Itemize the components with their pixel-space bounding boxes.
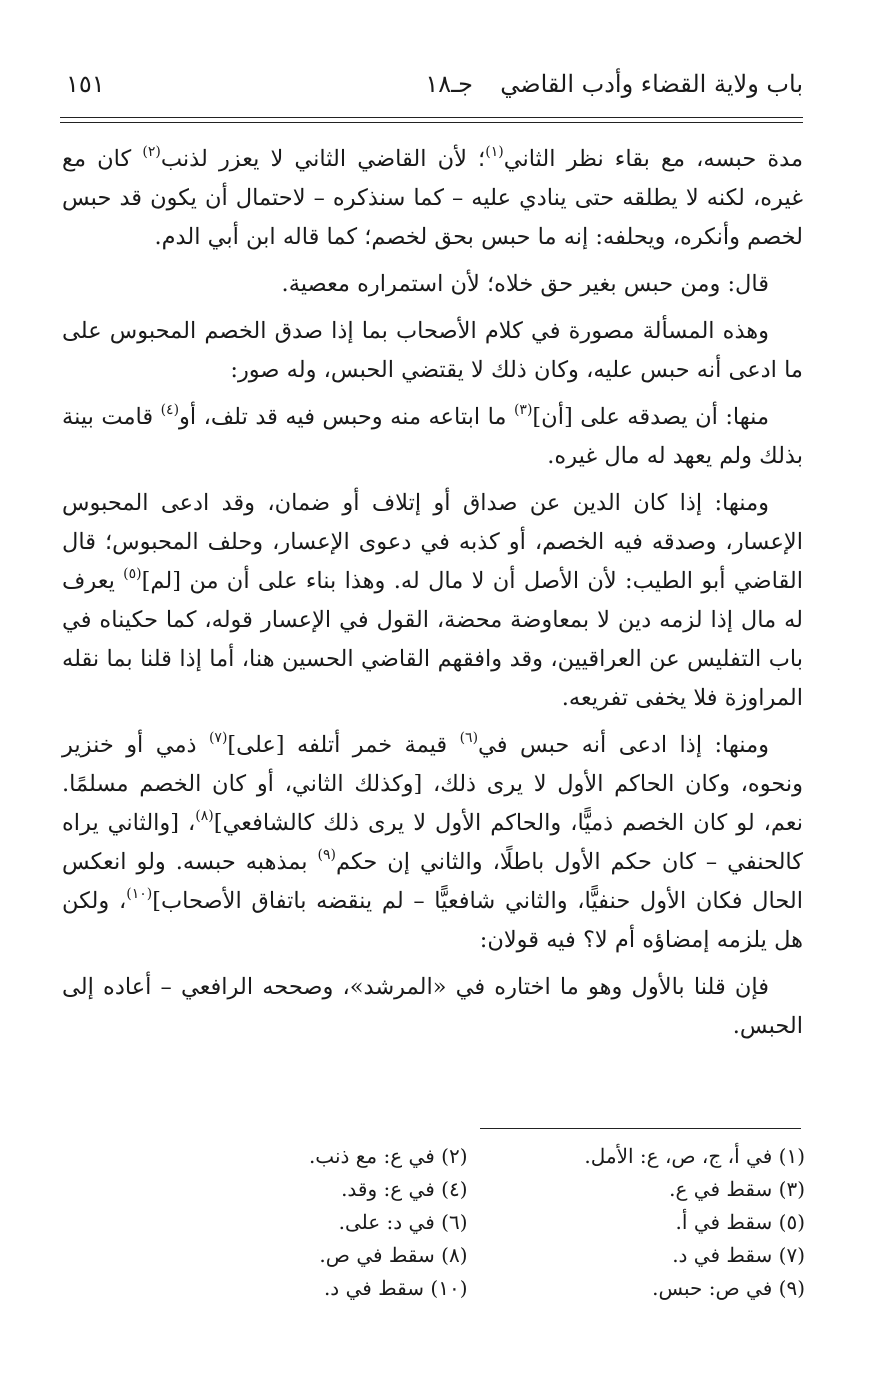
text-run: مدة حبسه، مع بقاء نظر الثاني — [503, 146, 803, 172]
footnote-text: سقط في ع. — [669, 1177, 773, 1201]
header-rule-double — [60, 122, 803, 123]
footnote-ref: (٧) — [208, 730, 228, 747]
paragraph — [62, 398, 803, 476]
footnote-text: سقط في د. — [323, 1276, 425, 1300]
text-run: ومنها: إذا كان الدين عن صداق أو إتلاف أو ضمان، وقد ادعى المحبوس الإعسار، وصدقه فيه الخصم، أو كذبه في دعوى الإعسار، وحلف المحبوس؛ قال القاضي أبو الطيب: لأن الأصل أن لا مال له. وهذا بناء على أن من [لم] — [62, 490, 804, 594]
text-run: ، ولكن هل يلزمه إمضاؤه أم لا؟ فيه قولان: — [62, 888, 803, 953]
footnote-number: (٥) — [778, 1210, 805, 1234]
footnote-text: سقط في أ. — [675, 1210, 773, 1234]
footnote-ref: (٩) — [317, 847, 336, 864]
footnote-number: (٩) — [778, 1276, 805, 1300]
footnote-text: في د: على. — [338, 1210, 435, 1234]
text-run: ما ابتاعه منه وحبس فيه قد تلف، أو — [179, 404, 514, 430]
text-run: قامت بينة بذلك ولم يعهد له مال غيره. — [62, 404, 803, 469]
footnote-item — [150, 1206, 468, 1239]
text-run: ومنها: إذا ادعى أنه حبس في — [478, 732, 769, 758]
paragraph — [62, 140, 803, 257]
footnote-text: في ص: حبس. — [652, 1276, 773, 1300]
footnote-item — [488, 1206, 806, 1239]
footnote-text: في ع: وقد. — [341, 1177, 435, 1201]
footnote-ref: (١) — [485, 144, 504, 161]
paragraph — [62, 484, 803, 718]
footnote-ref: (٢) — [142, 144, 161, 161]
text-run: فإن قلنا بالأول وهو ما اختاره في «المرشد»، وصححه الرافعي – أعاده إلى الحبس. — [62, 974, 803, 1039]
text-run: ذمي أو خنزير ونحوه، وكان الحاكم الأول لا يرى ذلك، [وكذلك الثاني، أو كان الخصم مسلمًا. نعم، لو كان الخصم ذميًّا، والحاكم الأول لا يرى ذلك كالشافعي] — [62, 732, 803, 836]
text-run: كان مع غيره، لكنه لا يطلقه حتى ينادي عليه – كما سنذكره – لاحتمال أن يكون قد حبس لخصم وأنكره، ويحلفه: إنه ما حبس بحق لخصم؛ كما قاله ابن أبي الدم. — [62, 146, 803, 250]
footnote-ref: (١٠) — [126, 886, 153, 903]
text-run: وهذه المسألة مصورة في كلام الأصحاب بما إذا صدق الخصم المحبوس على ما ادعى أنه حبس عليه، وكان ذلك لا يقتضي الحبس، وله صور: — [62, 318, 803, 383]
footnote-number: (٢) — [441, 1144, 468, 1168]
running-header — [60, 66, 803, 106]
footnote-ref: (٤) — [160, 402, 180, 419]
footnote-ref: (٥) — [123, 566, 142, 583]
volume-number: جـ١٨ — [425, 70, 473, 98]
footnote-number: (٨) — [441, 1243, 468, 1267]
text-run: منها: أن يصدقه على [أن] — [532, 404, 770, 430]
chapter-title: باب ولاية القضاء وأدب القاضي — [500, 70, 803, 98]
text-run: قيمة خمر أتلفه [على] — [227, 732, 460, 758]
footnote-item — [488, 1140, 806, 1173]
footnotes — [150, 1140, 805, 1305]
text-run: بمذهبه حبسه. ولو انعكس الحال فكان الأول حنفيًّا، والثاني شافعيًّا – لم ينقضه باتفاق الأصحاب] — [62, 849, 803, 914]
footnote-ref: (٨) — [195, 808, 214, 825]
footnote-item — [150, 1239, 468, 1272]
footnote-number: (٦) — [441, 1210, 468, 1234]
footnote-number: (٤) — [441, 1177, 468, 1201]
footnote-item — [150, 1140, 468, 1173]
paragraph — [62, 265, 803, 304]
footnote-item — [488, 1239, 806, 1272]
footnote-text: في أ، ج، ص، ع: الأمل. — [584, 1144, 773, 1168]
footnote-rule — [480, 1128, 801, 1129]
footnote-text: في ع: مع ذنب. — [308, 1144, 435, 1168]
text-run: ، [والثاني يراه كالحنفي – كان حكم الأول باطلًا، والثاني إن حكم — [62, 810, 803, 875]
text-run: ؛ لأن القاضي الثاني لا يعزر لذنب — [160, 146, 486, 172]
footnote-ref: (٣) — [513, 402, 533, 419]
footnote-item — [488, 1173, 806, 1206]
footnote-text: سقط في ص. — [319, 1243, 435, 1267]
text-run: قال: ومن حبس بغير حق خلاه؛ لأن استمراره معصية. — [281, 271, 769, 297]
paragraph — [62, 726, 803, 960]
footnote-number: (٧) — [778, 1243, 805, 1267]
footnote-text: سقط في د. — [672, 1243, 773, 1267]
footnote-item — [488, 1272, 806, 1305]
text-run: يعرف له مال إذا لزمه دين لا بمعاوضة محضة، القول في الإعسار قوله، كما حكيناه في باب التفليس عن العراقيين، وقد وافقهم القاضي الحسين هنا، أما إذا قلنا بما نقله المراوزة فلا يخفى تفريعه. — [62, 568, 803, 711]
footnote-item — [150, 1173, 468, 1206]
footnote-number: (١٠) — [430, 1276, 468, 1300]
paragraph — [62, 312, 803, 390]
page-number: ١٥١ — [66, 70, 105, 98]
footnote-item — [150, 1272, 468, 1305]
main-text — [62, 140, 803, 1054]
footnote-number: (٣) — [778, 1177, 805, 1201]
header-rule — [60, 117, 803, 118]
footnote-ref: (٦) — [459, 730, 479, 747]
paragraph — [62, 968, 803, 1046]
footnote-number: (١) — [778, 1144, 805, 1168]
